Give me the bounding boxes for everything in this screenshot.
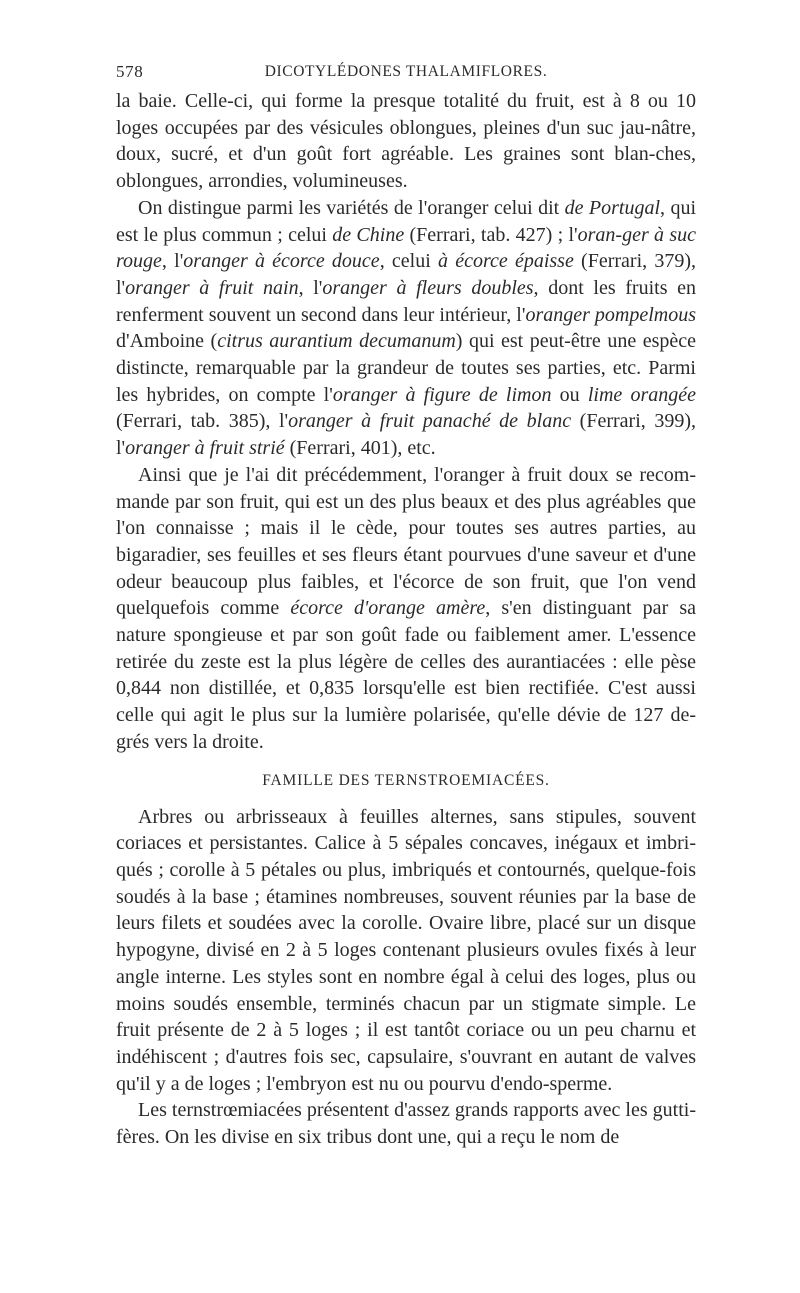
paragraph-orange-varieties: On distingue parmi les variétés de l'oranger celui dit de Portugal, qui est le plus commun ; celui de Chine (Ferrari, tab. 427) ; l'oran-ger à suc rouge, l'oranger à écorce douce, celui à écorce épaisse (Ferrari, 379), l'oranger à fruit nain, l'oranger à fleurs doubles, dont les fruits en renferment souvent un second dans leur intérieur, l'oranger pompelmous d'Amboine (citrus aurantium decumanum) qui est peut-être une espèce distincte, remarquable par la grandeur de toutes ses parties, etc. Parmi les hybrides, on compte l'oranger à figure de limon ou lime orangée (Ferrari, tab. 385), l'oranger à fruit panaché de blanc (Ferrari, 399), l'oranger à fruit strié (Ferrari, 401), etc.	[116, 196, 697, 460]
running-title: DICOTYLÉDONES THALAMIFLORES.	[264, 63, 548, 80]
page-number: 578	[116, 62, 144, 81]
paragraph-sweet-orange: Ainsi que je l'ai dit précédemment, l'oranger à fruit doux se recom-mande par son fruit, qui est un des plus beaux et des plus agréables que l'on connaisse ; mais il le cède, pour toutes ses autres parties, au bigaradier, ses feuilles et ses fleurs étant pourvues d'une saveur et d'une odeur beaucoup plus faibles, et l'écorce de son fruit, que l'on vend quelquefois comme écorce d'orange amère, s'en distinguant par sa nature spongieuse et par son goût fade ou faiblement amer. L'essence retirée du zeste est la plus légère de celles des aurantiacées : elle pèse 0,844 non distillée, et 0,835 lorsqu'elle est bien rectifiée. C'est aussi celle qui agit le plus sur la lumière polarisée, qu'elle dévie de 127 de-grés vers la droite.	[116, 463, 696, 753]
paragraph-family-description: Arbres ou arbrisseaux à feuilles alternes, sans stipules, souvent coriaces et persistantes. Calice à 5 sépales concaves, inégaux et imbri-qués ; corolle à 5 pétales ou plus, imbriqués et contournés, quelque-fois soudés à la base ; étamines nombreuses, souvent réunies par la base de leurs filets et soudées avec la corolle. Ovaire libre, placé sur un disque hypogyne, divisé en 2 à 5 loges contenant plusieurs ovules fixés à leur angle interne. Les styles sont en nombre égal à celui des loges, plus ou moins soudés ensemble, terminés chacun par un stigmate simple. Le fruit présente de 2 à 5 loges ; il est tantôt coriace ou un peu charnu et indéhiscent ; d'autres fois sec, capsulaire, s'ouvrant en autant de valves qu'il y a de loges ; l'embryon est nu ou pourvu d'endo-sperme.	[116, 805, 696, 1095]
paragraph-family-relations: Les ternstrœmiacées présentent d'assez grands rapports avec les gutti-fères. On les divise en six tribus dont une, qui a reçu le nom de	[116, 1099, 696, 1149]
running-header	[116, 58, 696, 88]
body-text	[116, 88, 696, 756]
section-body	[116, 804, 696, 1151]
book-page	[116, 58, 696, 1151]
paragraph-continuation: la baie. Celle-ci, qui forme la presque totalité du fruit, est à 8 ou 10 loges occupées par des vésicules oblongues, pleines d'un suc jau-nâtre, doux, sucré, et d'un goût fort agréable. Les graines sont blan-ches, oblongues, arrondies, volumineuses.	[116, 90, 696, 193]
section-heading: FAMILLE DES TERNSTROEMIACÉES.	[262, 771, 550, 789]
